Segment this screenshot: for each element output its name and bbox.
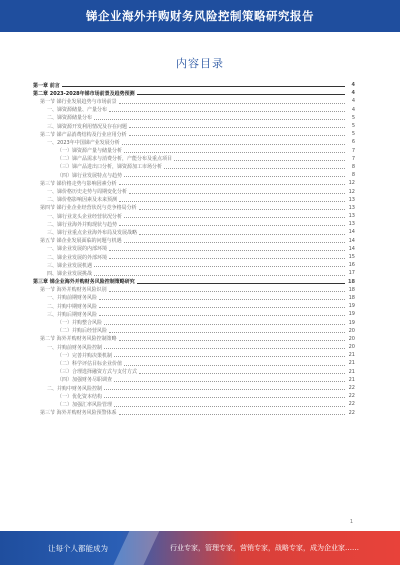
toc-entry[interactable] <box>33 253 355 261</box>
toc-entry-label: 一、锑价格历史走势与周期变化分析 <box>47 189 128 196</box>
toc-leader-dots <box>139 233 345 235</box>
toc-leader-dots <box>119 339 345 341</box>
toc-entry-page: 5 <box>351 123 355 130</box>
toc-entry[interactable] <box>33 384 355 392</box>
toc-entry[interactable] <box>33 155 355 163</box>
toc-entry-page: 7 <box>351 155 355 162</box>
toc-leader-dots <box>164 167 345 169</box>
toc-entry-page: 15 <box>348 254 355 261</box>
toc-entry[interactable] <box>33 212 355 220</box>
toc-entry-label: 一、锑企业发展的内部环境 <box>47 246 108 253</box>
toc-entry-label: 二、并购中财务风险控制 <box>47 385 103 392</box>
toc-leader-dots <box>124 241 345 243</box>
toc-leader-dots <box>104 347 345 349</box>
toc-entry-label: 二、锑企业发展的外部环境 <box>47 254 108 261</box>
toc-entry-label: 一、并购前财务风险控制 <box>47 344 103 351</box>
toc-entry[interactable] <box>33 343 355 351</box>
toc-leader-dots <box>109 290 345 292</box>
toc-leader-dots <box>122 143 345 145</box>
toc-leader-dots <box>129 134 345 136</box>
toc-entry-page: 22 <box>348 401 355 408</box>
toc-leader-dots <box>62 85 345 87</box>
toc-entry-page: 14 <box>348 237 355 244</box>
toc-entry-label: 第三节 海外并购财务风险预警体系 <box>40 410 117 417</box>
toc-entry-page: 13 <box>348 196 355 203</box>
toc-entry-label: （一）完善并购决策机制 <box>57 352 113 359</box>
toc-entry[interactable] <box>33 81 355 89</box>
toc-leader-dots <box>99 314 345 316</box>
toc-entry[interactable] <box>33 302 355 310</box>
toc-entry-page: 18 <box>348 286 355 293</box>
toc-entry-label: 二、锑资源储量分布 <box>47 115 93 122</box>
toc-entry-page: 18 <box>348 294 355 301</box>
toc-leader-dots <box>94 118 345 120</box>
toc-leader-dots <box>124 175 345 177</box>
toc-entry-page: 20 <box>348 344 355 351</box>
toc-entry-page: 4 <box>351 98 355 105</box>
toc-entry-page: 16 <box>348 262 355 269</box>
toc-leader-dots <box>109 249 345 251</box>
toc-leader-dots <box>119 224 345 226</box>
toc-entry-page: 19 <box>348 303 355 310</box>
toc-entry-label: 三、并购后期财务风险 <box>47 311 98 318</box>
toc-entry-label: 三、锑资源开发利用情况及存在问题 <box>47 123 128 130</box>
toc-entry-page: 18 <box>348 278 355 285</box>
footer-slogan-right: 行业专家，管理专家，营销专家，战略专家，成为企业家…… <box>170 544 359 552</box>
toc-entry[interactable] <box>33 179 355 187</box>
toc-entry-label: 第三节 锑价格走势与影响因素分析 <box>40 180 117 187</box>
toc-entry-label: 一、锑行业龙头企业经营状况分析 <box>47 213 123 220</box>
toc-entry-page: 19 <box>348 311 355 318</box>
toc-entry-page: 13 <box>348 213 355 220</box>
toc-leader-dots <box>114 405 345 407</box>
toc-entry[interactable] <box>33 220 355 228</box>
toc-entry-label: 二、锑行业海外并购现状与趋势 <box>47 221 118 228</box>
toc-entry-label: 第三章 锑企业海外并购财务风险控制策略研究 <box>33 279 135 286</box>
toc-entry[interactable] <box>33 409 355 417</box>
toc-entry-page: 4 <box>351 106 355 113</box>
toc-entry-label: （二）科学评估目标企业价值 <box>57 360 123 367</box>
toc-entry[interactable] <box>33 114 355 122</box>
toc-entry-label: 第二节 海外并购财务风险控制策略 <box>40 336 117 343</box>
toc-entry-page: 21 <box>348 368 355 375</box>
toc-entry-page: 22 <box>348 393 355 400</box>
toc-entry-label: 三、锑行业重点企业海外布局及发展战略 <box>47 229 138 236</box>
toc-entry-label: （三）锑产品进出口分析，锑资源加工市场分析 <box>57 164 163 171</box>
toc-leader-dots <box>119 183 345 185</box>
toc-entry-page: 12 <box>348 180 355 187</box>
toc-leader-dots <box>94 265 345 267</box>
toc-entry-label: 三、锑企业发展机遇 <box>47 262 93 269</box>
toc-leader-dots <box>137 282 345 284</box>
toc-entry-page: 20 <box>348 327 355 334</box>
toc-entry-page: 14 <box>348 245 355 252</box>
toc-entry-page: 22 <box>348 409 355 416</box>
toc-leader-dots <box>99 306 345 308</box>
toc-entry-page: 21 <box>348 352 355 359</box>
toc-leader-dots <box>104 396 345 398</box>
toc-entry-label: （一）锑资源产量与储量分析 <box>57 148 123 155</box>
toc-entry-page: 17 <box>348 270 355 277</box>
toc-entry-page: 5 <box>351 131 355 138</box>
toc-entry[interactable] <box>33 97 355 105</box>
toc-entry-label: （二）并购后经营风险 <box>57 328 108 335</box>
toc-entry-label: 二、锑价格影响因素及未来预测 <box>47 197 118 204</box>
toc-entry[interactable] <box>33 351 355 359</box>
toc-entry[interactable] <box>33 245 355 253</box>
toc-leader-dots <box>109 257 345 259</box>
toc-entry[interactable] <box>33 106 355 114</box>
toc-entry-label: 四、锑企业发展挑战 <box>47 270 93 277</box>
toc-entry[interactable] <box>33 269 355 277</box>
toc-entry-page: 5 <box>351 114 355 121</box>
toc-entry-label: 一、并购前期财务风险 <box>47 295 98 302</box>
toc-entry[interactable] <box>33 130 355 138</box>
toc-entry-label: 第四节 锑行业企业经营状况与竞争格局分析 <box>40 205 137 212</box>
toc-entry-label: （四）锑行业发展特点与趋势 <box>57 172 123 179</box>
toc-leader-dots <box>94 274 345 276</box>
toc-entry[interactable] <box>33 171 355 179</box>
toc-leader-dots <box>124 216 345 218</box>
toc-leader-dots <box>109 331 345 333</box>
toc-entry[interactable] <box>33 261 355 269</box>
toc-entry-page: 7 <box>351 147 355 154</box>
toc-heading: 内容目录 <box>176 57 224 70</box>
footer-slogan-left: 让每个人都能成为 <box>48 544 108 553</box>
toc-leader-dots <box>139 208 345 210</box>
page-number: 1 <box>349 519 353 525</box>
toc-entry[interactable] <box>33 294 355 302</box>
toc-entry[interactable] <box>33 318 355 326</box>
toc-leader-dots <box>119 102 345 104</box>
toc-entry-page: 14 <box>348 229 355 236</box>
toc-entry[interactable] <box>33 187 355 195</box>
toc-entry-page: 19 <box>348 319 355 326</box>
toc-entry-label: （四）加强财务尽职调查 <box>57 377 113 384</box>
toc-entry[interactable] <box>33 368 355 376</box>
toc-leader-dots <box>139 372 345 374</box>
toc-entry[interactable] <box>33 392 355 400</box>
toc-entry[interactable] <box>33 310 355 318</box>
report-title: 锑企业海外并购财务风险控制策略研究报告 <box>86 9 314 23</box>
toc-entry-label: （二）加强汇率风险管理 <box>57 401 113 408</box>
toc-entry[interactable] <box>33 237 355 245</box>
toc-leader-dots <box>119 200 345 202</box>
toc-entry-page: 22 <box>348 385 355 392</box>
toc-entry-page: 4 <box>351 90 355 97</box>
toc-entry-label: 第五节 锑企业发展面临的问题与机遇 <box>40 238 122 245</box>
toc-leader-dots <box>137 93 345 95</box>
toc-entry[interactable] <box>33 204 355 212</box>
toc-entry[interactable] <box>33 228 355 236</box>
toc-entry[interactable] <box>33 89 355 97</box>
toc-leader-dots <box>114 380 345 382</box>
toc-leader-dots <box>99 298 345 300</box>
toc-entry-label: 一、2023年中国锑产业发展分析 <box>47 139 120 146</box>
toc-entry-page: 20 <box>348 335 355 342</box>
toc-entry[interactable] <box>33 335 355 343</box>
toc-leader-dots <box>104 388 345 390</box>
toc-entry-label: 第二节 锑产品消费结构及行业应用分析 <box>40 131 127 138</box>
toc-entry[interactable] <box>33 376 355 384</box>
toc-entry[interactable] <box>33 278 355 286</box>
toc-leader-dots <box>129 192 345 194</box>
toc-entry-page: 21 <box>348 360 355 367</box>
toc-entry-label: 第二章 2023-2028年锑市场前景及趋势预测 <box>33 90 135 97</box>
toc-entry-label: （二）锑产品需求与消费分析，产能分布及重点项目 <box>57 156 173 163</box>
toc-entry-label: 第一章 前言 <box>33 82 60 89</box>
toc-entry[interactable] <box>33 138 355 146</box>
toc-entry[interactable] <box>33 122 355 130</box>
report-header-bar <box>0 0 400 32</box>
toc-entry-page: 8 <box>351 163 355 170</box>
toc-entry-page: 6 <box>351 139 355 146</box>
toc-entry-label: 第一节 锑行业发展趋势与市场前景 <box>40 98 117 105</box>
toc-entry[interactable] <box>33 147 355 155</box>
toc-leader-dots <box>124 364 345 366</box>
toc-entry-page: 12 <box>348 188 355 195</box>
toc-entry[interactable] <box>33 196 355 204</box>
toc-entry[interactable] <box>33 163 355 171</box>
toc-leader-dots <box>124 151 345 153</box>
toc-entry[interactable] <box>33 327 355 335</box>
toc-leader-dots <box>129 126 345 128</box>
toc-entry[interactable] <box>33 286 355 294</box>
toc-leader-dots <box>174 159 345 161</box>
toc-entry-label: （一）并购整合风险 <box>57 320 103 327</box>
toc-entry-label: 一、锑资源储量、产量分布 <box>47 107 108 114</box>
table-of-contents <box>33 81 355 417</box>
toc-leader-dots <box>109 110 345 112</box>
toc-leader-dots <box>104 323 345 325</box>
toc-entry-page: 21 <box>348 376 355 383</box>
toc-entry-label: （一）优化资本结构 <box>57 393 103 400</box>
toc-leader-dots <box>114 355 345 357</box>
toc-entry-label: 第一节 海外并购财务风险识别 <box>40 287 107 294</box>
toc-entry-page: 13 <box>348 221 355 228</box>
toc-entry[interactable] <box>33 359 355 367</box>
toc-entry-page: 8 <box>351 172 355 179</box>
toc-entry-page: 13 <box>348 204 355 211</box>
toc-entry-page: 4 <box>351 82 355 89</box>
toc-leader-dots <box>119 413 345 415</box>
toc-entry[interactable] <box>33 400 355 408</box>
toc-entry-label: 二、并购中期财务风险 <box>47 303 98 310</box>
footer-banner <box>0 531 400 565</box>
toc-entry-label: （三）合理选择融资方式与支付方式 <box>57 369 138 376</box>
